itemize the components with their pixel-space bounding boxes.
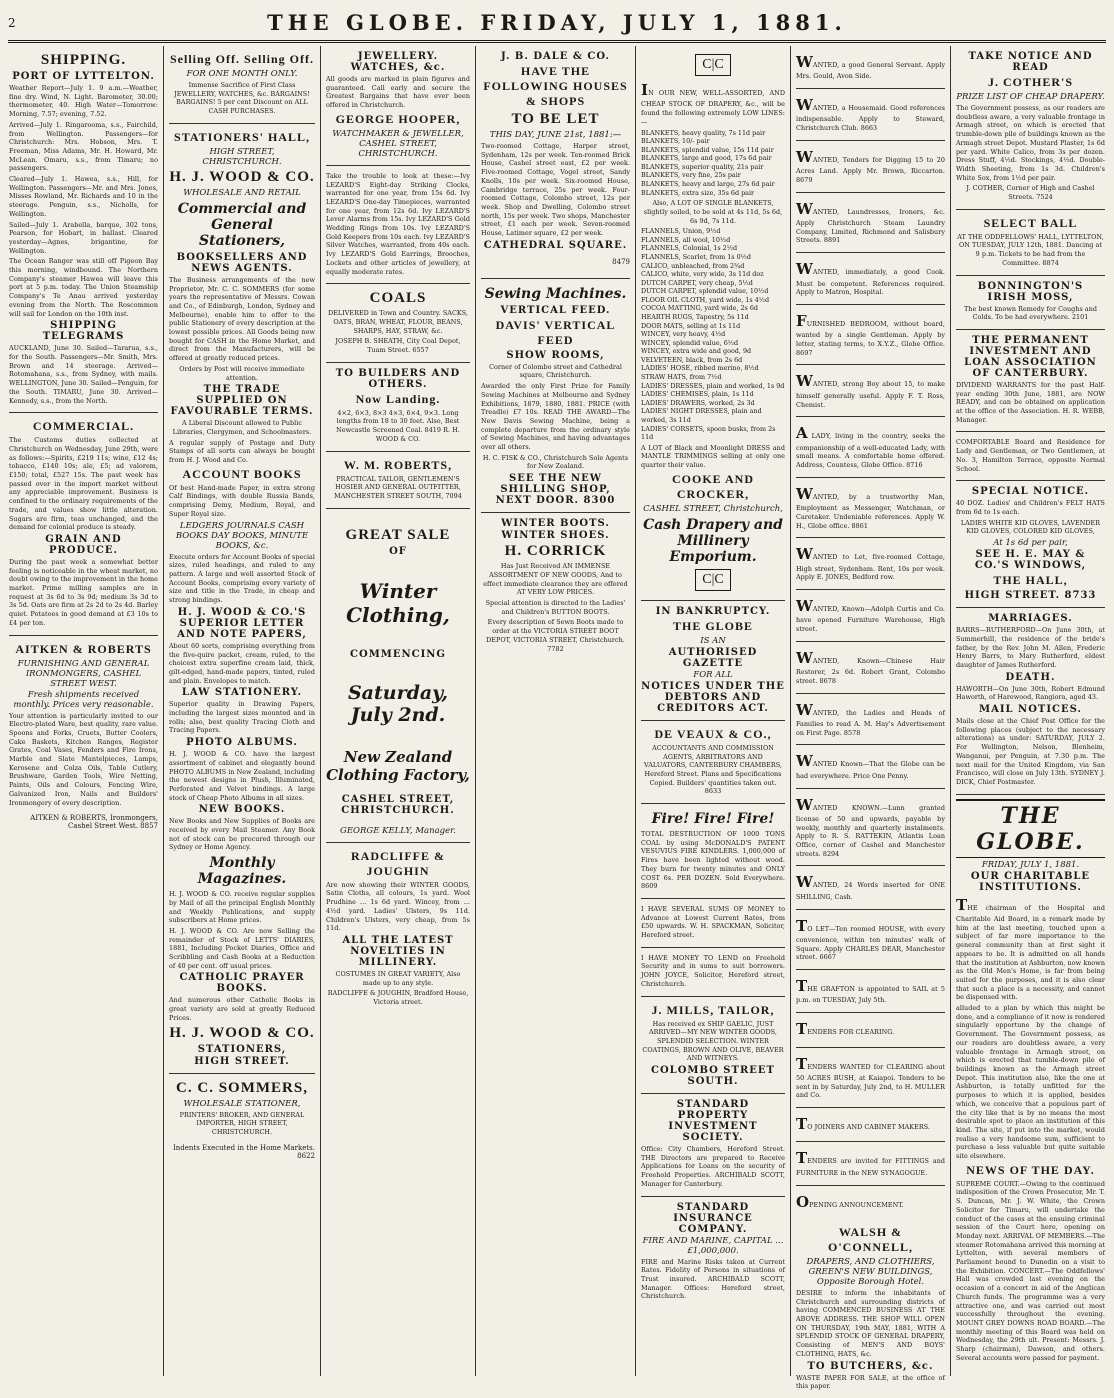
classified-text: FURNISHED BEDROOM, without board, wanted by a single Gentleman. Apply by letter, stating terms, to X.Y.Z., Globe Office. 8697 (796, 311, 945, 357)
sommers-sub: WHOLESALE STATIONER, (183, 1098, 301, 1109)
new-books-body: New Books and New Supplies of Books are received by every Mail Steamer. Any Book not of stock can be procured through our Sydney or Home Agency. (169, 817, 315, 852)
flannel-list (641, 227, 785, 441)
blanket-item: BLANKETS, superior quality, 21s pair (641, 162, 764, 171)
authorised-gazette: AUTHORISED GAZETTE (668, 646, 758, 669)
standard-body: Office: City Chambers, Hereford Street. THE Directors are prepared to Receive Applications for Loans on the security of Freehold Properties. ARCHIBALD SCOTT, Manager for Canterbury. (641, 1145, 785, 1188)
costumes-line: COSTUMES IN GREAT VARIETY, Also made up to any style. (335, 969, 461, 987)
editorial-body: alluded to a plan by which this might be done, and a compliance of it now is rendered singularly opportune by the change of Government. The Government possess, as our readers are doubtless aware, a very valuable frontage in Armagh street, on which is erected that tumble-down pile of buildings known as the Armagh street Depot. This institution also, like the one at Ashburton, is totally unfitted for the purposes to which it is applied, besides which, we conceive that a populous part of the city like that is by no means the most desirable spot to place an institution of this kind. The site, if put into the market, would realise a very handsome sum, sufficient to purchase a less valuable but quite suitable site elsewhere. (956, 1004, 1105, 1161)
classified-item (796, 253, 945, 305)
classified-text: WANTED, immediately, a good Cook. Must be competent. References required. Apply to Matron, Hospital. (796, 260, 945, 297)
ledgers-line: LEDGERS JOURNALS CASH BOOKS DAY BOOKS, MINUTE BOOKS, &c. (175, 520, 309, 551)
weather-report: Weather Report—July 1. 9 a.m.—Weather, fine dry. Wind, N. Light. Barometer, 30.00; thermometer, 40. High Water—Tomorrow: Morning, 7.57; evening, 7.52. (9, 84, 158, 119)
kid-price: At 1s 6d per pair, (993, 538, 1068, 549)
cleared-report: Cleared—July 1. Hawea, s.s., Hill, for Wellington. Passengers—Mr. and Mrs. Jones, Misses Rowland, Mr. Richards and 10 in the steerage. Penguin, s.s., Nicholls, for Wellington. (9, 175, 158, 218)
classified-text: WANTED KNOWN.—Lunn granted license of 50 and upwards, payable by weekly, monthly and quarterly instalments. Apply to R. S. RATTEKIN, Atlantis Loan Office, corner of Cashel and Manchester streets. 8294 (796, 795, 945, 858)
classified-item (796, 1186, 945, 1219)
drapery-item: WINCEY, splendid value, 6½d (641, 338, 739, 347)
great-sale-ad (326, 509, 470, 843)
telegrams-text: AUCKLAND, June 30. Sailed—Tararua, s.s., for the South. Passengers—Mr. Smith, Mrs. Brown and 14 steerage. Arrived—Rotomahana, s.s., from Sydney, with mails. WELLINGTON, June 30. Sailed—Penguin, for the South. TIMARU, June 30. Arrived—Kennedy, s.s., from the North. (9, 344, 158, 405)
shipping-heading: SHIPPING. (40, 52, 127, 68)
for-all: FOR ALL (693, 669, 733, 680)
permanent-heading: THE PERMANENT INVESTMENT AND LOAN ASSOCIATION OF CANTERBURY. (964, 334, 1097, 379)
news-body: SUPREME COURT.—Owing to the continued indisposition of the Crown Prosecutor, Mr. T. S. Duncan, Mr. J. W. White, the Crown Solicitor for Timaru, will undertake the conduct of the cases at the ensuing criminal session of the Court here, opening on Monday next. ARRIVAL OF MEMBERS.—The steamer Rotomahana arrived this morning at Lyttelton, with several members of Parliament bound to Dunedin on a visit to the Exhibition. CONCERT.—The Oddfellows' Hall was crowded last evening on the occasion of a concert in aid of the Anglican Church funds. The programme was a very attractive one, and was carried out most successfully throughout the evening. MOUNT GREY DOWNS ROAD BOARD.—The monthly meeting of this Board was held on Wednesday, the 29th ult. Present: Messrs. J. Sharp (chairman), Dawson, and others. Several accounts were passed for payment. (956, 1179, 1105, 1362)
classified-item (796, 46, 945, 89)
high-street-line: HIGH STREET. (194, 1055, 290, 1067)
globe-editorial-title: THE GLOBE. (956, 799, 1105, 858)
classified-item (796, 745, 945, 788)
drapery-item: FLOOR OIL CLOTH, yard wide, 1s 4½d (641, 295, 770, 304)
grain-text: During the past week a somewhat better feeling is noticeable in the wheat market, no doubt owing to the improvement in the home market. Prime milling samples are in request at 3s 6d to 3s 9d; medium 3s 3d to 3s 5d. Oats are firm at 2s 2d to 2s 4d. Barley quiet. Potatoes in good demand at £3 10s to £4 per ton. (9, 557, 158, 627)
insurance-ad (641, 1197, 785, 1309)
charitable-body: THE chairman of the Hospital and Charitable Aid Board, in a remark made by him at the last meeting, touched upon a subject of far more importance to the general community than at first sight it appears to be. It is admitted on all hands that the institution at Ashburton, now known as the Old Men's Home, is far from being suited for the purposes, and it is also clear that such a place is a necessity, and cannot be dispensed with. (956, 895, 1105, 1002)
cashel-line: CASHEL STREET, CHRISTCHURCH. (341, 793, 455, 816)
colombo-line: COLOMBO STREET SOUTH. (651, 1065, 775, 1088)
drapery-item: HEARTH RUGS, Tapestry, 5s 11d (641, 313, 749, 322)
dale-heading: J. B. DALE & CO. (501, 51, 610, 62)
cash-drapery: Cash Drapery and Millinery Emporium. (643, 516, 783, 565)
classified-item (796, 89, 945, 141)
marriage-body: BARRS—RUTHERFORD—On June 30th, at Summerhill, the residence of the bride's father, by the Rev. John M. Allen, Frederic Henry Barrs, to Mary Rutherford, eldest daughter of James Rutherford. (956, 626, 1105, 669)
classified-item (796, 365, 945, 417)
classified-item (796, 694, 945, 746)
great-sale-heading: GREAT SALE (345, 526, 451, 543)
selling-off-ad (169, 46, 315, 124)
classified-text: TO LET—Ten roomed HOUSE, with every convenience, within ten minutes' walk of Square. Apply CHARLES DEAR, Manchester street. 6667 (796, 916, 945, 962)
classified-text: THE GRAFTON is appointed to SAIL at 5 p.m. on TUESDAY, July 5th. (796, 977, 945, 1005)
account-body: Of best Hand-made Paper, in extra strong Calf Bindings, with double Russia Bands, comprising Demy, Medium, Royal, and Super Royal size. (169, 483, 315, 518)
column-1 (4, 46, 164, 1376)
standard-ad (641, 1094, 785, 1197)
death-heading: DEATH. (1005, 671, 1056, 683)
walsh-ad (796, 1219, 945, 1398)
sheath-line: JOSEPH B. SHEATH, City Coal Depot, Tuam Street. 6557 (335, 337, 461, 355)
radcliffe-heading: RADCLIFFE & JOUGHIN (351, 848, 445, 878)
davis-heading: DAVIS' VERTICAL FEED (495, 317, 616, 347)
davis-body: Awarded the only First Prize for Family Sewing Machines at Melbourne and Sydney Exhibitions, 1879, 1880, 1881. PRICE (with Treadle) £7 10s. READ THE AWARD—The New Davis Sewing Machine, being a complete departure from the ordinary style of Sewing Machines, and having advantages over all others. (481, 382, 630, 452)
drapery-item: VELVETEEN, black, from 2s 6d (641, 355, 743, 364)
roberts-ad (326, 452, 470, 509)
blanket-item: BLANKETS, large and good, 17s 6d pair (641, 154, 772, 163)
column-7 (951, 46, 1110, 1376)
editorial-section (956, 799, 1105, 1363)
shipping-section (9, 46, 158, 413)
column-5 (636, 46, 791, 1376)
dale-ad (481, 46, 630, 279)
hj-trade: THE TRADE SUPPLIED ON FAVOURABLE TERMS. (170, 384, 314, 418)
corrick-body: Has Just Received AN IMMENSE ASSORTMENT OF NEW GOODS, And to effect immediate clearance they are offered AT VERY LOW PRICES. (483, 562, 628, 597)
lezard-body: Take the trouble to look at these:—Ivy LEZARD'S Eight-day Striking Clocks, warranted for one year, from 15s 6d. Ivy LEZARD'S One-day Timepieces, warranted for one year, from 12s 6d. Ivy LEZARD'S Lever Alarms from 15s. Ivy LEZARD'S Gold Wedding Rings from 10s. Ivy LEZARD'S Gold Keepers from 10s each. Ivy LEZARD'S Silver Watches, warranted, from 40s each. Ivy LEZARD'S Gold Earrings, Brooches, Lockets and other articles of jewellery, at equally moderate rates. (326, 171, 470, 276)
drapery-item: STRAW HATS, from 7½d (641, 373, 722, 382)
classified-item (796, 970, 945, 1013)
classified-item (796, 1048, 945, 1109)
of-line: OF (389, 545, 407, 557)
drapery-item: DUTCH CARPET, very cheap, 5½d (641, 278, 753, 287)
classified-item (796, 866, 945, 909)
shilling-shop: SEE THE NEW SHILLING SHOP, NEXT DOOR. 8300 (495, 473, 616, 507)
single-blankets: Also, A LOT OF SINGLE BLANKETS, slightly soiled, to be sold at 4s 11d, 5s 6d, 6s 9d, 7s 11d. (643, 199, 783, 225)
deveaux-heading: DE VEAUX & CO., (654, 726, 772, 741)
insurance-sub: FIRE AND MARINE, CAPITAL ... £1,000,000. (642, 1235, 784, 1256)
classified-item (796, 193, 945, 254)
deveaux-ad (641, 721, 785, 804)
mills-body: Has received ex SHIP GAELIC, JUST ARRIVED—MY NEW WINTER GOODS, SPLENDID SELECTION. WINTER COATINGS, BROWN AND OLIVE, BEAVER AND WITNEYS. (642, 1019, 784, 1063)
drapery-item: CALICO, white, very wide, 3s 11d doz (641, 270, 764, 279)
shipping-news: The Ocean Ranger was still off Pigeon Bay this morning, windbound. The Northern Company's steamer Hawea will leave this port at 5 p.m. today. The Union Steamship Company's Te Anau arrived yesterday evening from the North. The Roscommon will sail for London on the 10th inst. (9, 257, 158, 318)
drapery-item: FLANNELS, Colonial, 1s 2½d (641, 244, 738, 253)
sommers-body: PRINTERS' BROKER, AND GENERAL IMPORTER, HIGH STREET, CHRISTCHURCH. (179, 1110, 305, 1136)
superior-heading: H. J. WOOD & CO.'S SUPERIOR LETTER AND NOTE PAPERS, (177, 606, 307, 640)
classified-text: A LADY, living in the country, seeks the companionship of a well-educated Lady, with small means. A comfortable home offered. Address, Countess, Globe Office. 8716 (796, 424, 945, 470)
fisk-line: H. C. FISK & CO., Christchurch Sole Agents for New Zealand. (482, 453, 629, 471)
classified-item (796, 1108, 945, 1142)
classified-text: WANTED, by a trustworthy Man, Employment as Messenger, Watchman, or Caretaker. Undeniable references. Apply W. H., Globe office. 8861 (796, 484, 945, 530)
aitken-roberts-ad (9, 636, 158, 843)
coals-body: DELIVERED in Town and Country. SACKS, OATS, BRAN, WHEAT, FLOUR, BEANS, SHARPS, HAY, STRAW, &c. (327, 309, 469, 335)
novelties-line: ALL THE LATEST NOVELTIES IN MILLINERY. (342, 934, 454, 968)
drapery-item: LADIES' CORSETS, spoon busks, from 2s 11d (641, 424, 776, 442)
several-sums: I HAVE SEVERAL SUMS OF MONEY to Advance at Lowest Current Rates, from £50 upwards. W. H. SPACKMAN, Solicitor, Hereford street. (641, 904, 785, 940)
new-stock-intro: IN OUR NEW, WELL-ASSORTED, AND CHEAP STOCK OF DRAPERY, &c., will be found the following extremely LOW LINES:— (641, 81, 785, 126)
cooke-heading: COOKE AND CROCKER, (671, 471, 754, 501)
this-day: THIS DAY, JUNE 21st, 1881:— (489, 130, 622, 140)
hj2-body: Execute orders for Account Books of special sizes, ruled headings, and ruled to any pattern. A large and well assorted Stock of Account Books, comprising every variety of size and title in the Trade, in cheap and strong bindings. (169, 552, 315, 605)
moss-body: The best known Remedy for Coughs and Colds. To be had everywhere. 2101 (963, 304, 1098, 322)
drapery-item: WINCEY, extra wide and good, 9d (641, 347, 752, 356)
walsh-heading: WALSH & O'CONNELL, (827, 1224, 913, 1254)
fire-heading: Fire! Fire! Fire! (651, 811, 775, 828)
aitken-sub: FURNISHING AND GENERAL IRONMONGERS, CASHEL STREET WEST. (17, 658, 150, 689)
blanket-list (641, 129, 785, 198)
classified-text: WANTED, Tenders for Digging 15 to 20 Acres Land. Apply Mr. Brown, Riccarton. 8679 (796, 147, 945, 184)
drapery-item: FLANNELS, Union, 9½d (641, 227, 721, 236)
money-lend-ad (641, 948, 785, 997)
arrived-report: Arrived—July 1. Ringarooma, s.s., Fairchild, from Wellington. Passengers—for Christchurch: Mrs. Hobson, Mrs. T. Freeman, Miss Adams, Mr. H. Howard, Mr. McLean. Omaru, s.s., from Timaru; no passengers. (9, 120, 158, 173)
mail-heading: MAIL NOTICES. (979, 704, 1082, 716)
hj-stock: A regular supply of Postage and Duty Stamps of all sorts can always be bought from H. J. Wood and Co. (169, 438, 315, 465)
drapery-item: LADIES' HOSE, ribbed merino, 8½d (641, 364, 759, 373)
coals-ad (326, 284, 470, 363)
walsh-text: DESIRE to inform the inhabitants of Christchurch and surrounding districts of having COMMENCED BUSINESS AT THE ABOVE ADDRESS. THE SHOP WILL OPEN ON THURSDAY, 19th MAY, 1881, WITH A SPLENDID STOCK OF GENERAL DRAPERY, Consisting of MEN'S AND BOYS' CLOTHING, HATS, &c. (796, 1288, 945, 1358)
drapery-item: DOOR MATS, selling at 1s 11d (641, 321, 741, 330)
winter-clothing: Winter Clothing, (346, 578, 450, 627)
commercial-stationers: Commercial and General Stationers, (177, 200, 307, 249)
classified-item (796, 141, 945, 193)
marriages-heading: MARRIAGES. (988, 613, 1073, 625)
radcliffe-ad (326, 843, 470, 1014)
ball-heading: SELECT BALL (983, 215, 1078, 230)
special-heading: SPECIAL NOTICE. (971, 486, 1090, 498)
classified-text: WANTED Known—That the Globe can be had everywhere. Price One Penny. (796, 752, 945, 780)
hj-discount: A Liberal Discount allowed to Public Libraries, Clergymen, and Schoolmasters. (172, 419, 312, 436)
hooper-heading: GEORGE HOOPER, (335, 111, 461, 126)
ball-ad (956, 210, 1105, 276)
high-street: HIGH STREET. 8733 (964, 590, 1097, 602)
telegrams-heading: SHIPPING TELEGRAMS (42, 320, 125, 343)
commercial-text: The Customs duties collected at Christchurch on Wednesday, June 29th, were as follows:—Spirits, £219 11s; wine, £12 4s; tobacco, £140 10s; ale, £5; ad valorem, £150; total, £527 15s. The past week has passed over in the import market without any appreciable improvement. Business is confined to the ordinary requirements of the trade, and values show little alteration. Sugars are firm, teas unchanged, and the demand for colonial produce is steady. (9, 436, 158, 532)
corrick-end: Every description of Sewn Boots made to order at the VICTORIA STREET BOOT DEPOT, VICTORIA STREET, Christchurch. 7782 (486, 618, 625, 653)
sailed-report: Sailed—July 1. Arabella, barque, 302 tons, Pearson, for Hobart, in ballast. Cleared yesterday—Agnes, brigantine, for Wellington. (9, 220, 158, 255)
classified-text: WANTED to Let, five-roomed Cottage, High street, Sydenham. Rent, 10s per week. Apply E. JONES, Bedford row. (796, 545, 945, 582)
drapery-item: LADIES' NIGHT DRESSES, plain and worked, 3s 11d (641, 407, 762, 424)
jewellery-line: JEWELLERY. WATCHES, &c. (350, 51, 446, 73)
drapery-item: LADIES' DRAWERS, worked, 2s 3d (641, 398, 755, 407)
davis-addr: Corner of Colombo street and Cathedral square, Christchurch. (489, 362, 622, 380)
coals-heading: COALS (369, 290, 427, 307)
cathedral-line: CATHEDRAL SQUARE. (483, 239, 628, 251)
nz-factory: New Zealand Clothing Factory, (326, 747, 470, 784)
kelly-line: GEORGE KELLY, Manager. (340, 825, 456, 836)
cother-sign: J. COTHER, Corner of High and Cashel Streets. 7524 (966, 184, 1095, 202)
masthead (8, 6, 1106, 43)
blanket-item: BLANKETS, splendid value, 15s 11d pair (641, 145, 774, 154)
builders-heading: TO BUILDERS AND OTHERS. (335, 367, 461, 390)
roberts-heading: W. M. ROBERTS, (343, 457, 453, 472)
drapery-item: LADIES' DRESSES, plain and worked, 1s 9d (641, 381, 785, 390)
drapery-item: COCOA MATTING, yard wide, 2s 6d (641, 304, 758, 313)
mills-heading: J. MILLS, TAILOR, (651, 1002, 775, 1017)
classified-item (796, 478, 945, 539)
hj-sub: WHOLESALE AND RETAIL (183, 187, 301, 198)
radcliffe-body: Are now showing their WINTER GOODS, Satin Cloths, all colours, 1s yard. Wool Prudhine ... 1s 6d yard. Wincey, from ... 4½d yard. Ladies' Ulsters, 9s 11d. Children's Ulsters, very cheap, from 5s 11d. (326, 880, 470, 933)
landing-heading: Now Landing. (355, 391, 441, 406)
death-body: HAWORTH—On June 30th, Robert Edmund Haworth, of Harewood, Rangiora, aged 43. (956, 684, 1105, 702)
aitken-line: Fresh shipments received monthly. Prices very reasonable. (13, 689, 154, 710)
sommers-heading: C. C. SOMMERS, (176, 1079, 308, 1096)
fire-body: TOTAL DESTRUCTION OF 1000 TONS COAL by using McDONALD'S PATENT VESUVIUS FIRE KINDLERS. 1,000,000 of Fires have been lighted without wood. They burn for twenty minutes and ONLY COST 6s. PER DOZEN. Sold Everywhere. 8609 (641, 830, 785, 891)
fire-ad (641, 804, 785, 899)
classified-item (796, 789, 945, 867)
standard-heading: STANDARD PROPERTY INVESTMENT SOCIETY. (668, 1099, 758, 1144)
page-title: THE GLOBE. FRIDAY, JULY 1, 1881. (267, 10, 847, 35)
felt-hats: 40 DOZ. Ladies' and Children's FELT HATS from 6d to 1s each. (956, 499, 1105, 516)
residence-ad (956, 432, 1105, 481)
classified-text: WANTED, Laundresses, Ironers, &c. Apply Christchurch Steam Laundry Company, Limited, Richmond and Salisbury Streets. 8891 (796, 199, 945, 245)
sommers-ad (169, 1074, 315, 1172)
hj-wood-heading: H. J. WOOD & CO. (169, 168, 315, 185)
dividend-body: DIVIDEND WARRANTS for the past Half-year ending 30th June, 1881, are NOW READY, and can be obtained on application at the office of the Association. H. R. WEBB, Manager. (956, 380, 1105, 424)
residence-body: COMFORTABLE Board and Residence for Lady and Gentleman, or Two Gentlemen, at No. 3, Hamilton Terrace, opposite Normal School. (956, 438, 1105, 473)
sewing-ad (481, 279, 630, 513)
deveaux-body: ACCOUNTANTS AND COMMISSION AGENTS, ARBITRATORS AND VALUATORS, CANTERBURY CHAMBERS, Hereford Street. Plans and Specifications Copied. Builders' quantities taken out. 8633 (644, 743, 782, 796)
radcliffe-sign: RADCLIFFE & JOUGHIN, Bradford House, Victoria street. (327, 989, 469, 1007)
bankruptcy-ad (641, 601, 785, 721)
permanent-ad (956, 330, 1105, 433)
superior-body: About 60 sorts, comprising everything from the five-quire packet, cream, ruled, to the choicest extra superfine cream laid, thick, gilt-edged, hand-made papers, tinted, ruled and plain. Envelopes to match. (169, 641, 315, 685)
monthly-heading: Monthly Magazines. (197, 855, 287, 888)
column-2 (164, 46, 321, 1376)
drapery-item: FLANNELS, all wool, 10½d (641, 235, 731, 244)
law-heading: LAW STATIONERY. (181, 687, 303, 699)
kid-gloves: LADIES WHITE KID GLOVES, LAVENDER KID GLOVES, COLORED KID GLOVES, (960, 518, 1101, 536)
blanket-item: BLANKETS, 10/- pair (641, 137, 710, 146)
classified-item (796, 417, 945, 478)
hj-body: The Business arrangements of the new Proprietor, Mr. C. C. SOMMERS (for some years the representative of Messrs. Cowan and Co., of Edinburgh, London, Sydney and Melbourne), enable him to offer to the public Stationery of every description at the lowest possible prices. All Goods being now bought for CASH in the Home Market, and direct from the Manufacturers, will be offered at greatly reduced prices. (169, 275, 315, 363)
selling-body: Immense Sacrifice of First Class JEWELLERY, WATCHES, &c. BARGAINS! BARGAINS! 5 per cent Discount on ALL CASH PURCHASES. (174, 81, 310, 116)
drapery-item: CALICO, unbleached, from 2¾d (641, 261, 745, 270)
page-number: 2 (8, 16, 16, 30)
booksellers-line: BOOKSELLERS AND NEWS AGENTS. (176, 251, 308, 274)
insurance-body: FIRE and Marine Risks taken at Current Rates. Fidelity of Persons in situations of Trust insured. ARCHIBALD SCOTT, Manager. Offices: Hereford street, Christchurch. (641, 1257, 785, 1301)
wanted-list (796, 46, 945, 1219)
classified-item (796, 305, 945, 366)
cother-ad (956, 46, 1105, 210)
blanket-item: BLANKETS, very fine, 25s pair (641, 171, 741, 180)
moss-heading: BONNINGTON'S IRISH MOSS, (977, 280, 1084, 303)
classified-item (796, 642, 945, 694)
aitken-heading: AITKEN & ROBERTS (15, 641, 152, 656)
new-books-heading: NEW BOOKS. (198, 804, 286, 816)
cother-sub: PRIZE LIST OF CHEAP DRAPERY. (956, 92, 1105, 102)
classified-text: TENDERS WANTED for CLEARING about 50 ACRES BUSH, at Kaiapoi. Tenders to be sent in by Saturday, July 2nd, to H. MULLER and Co. (796, 1054, 945, 1100)
builders-ad (326, 363, 470, 452)
column-3 (321, 46, 476, 1376)
boots-heading: WINTER BOOTS. (501, 518, 610, 530)
cooke-sub: CASHEL STREET, Christchurch, (643, 503, 783, 514)
blanket-item: BLANKETS, extra size, 35s 6d pair (641, 188, 755, 197)
mills-ad (641, 997, 785, 1095)
cc-monogram-2: C|C (641, 569, 785, 591)
special-notice-ad (956, 481, 1105, 608)
stationers-line: STATIONERS, (197, 1043, 287, 1055)
diaries-body: H. J. WOOD & CO. Are now Selling the remainder of Stock of LETTS' DIARIES, 1881, Including Pocket Diaries, Office and Scribbling and Cash Books at a Reduction of 40 per cent. off usual prices. (169, 926, 315, 970)
money-lend: I HAVE MONEY TO LEND on Freehold Security and in sums to suit borrowers. JOHN JOYCE, Solicitor, Hereford street, Christchurch. (641, 953, 785, 988)
classified-text: WANTED, a Housemaid. Good references indispensable. Apply to Steward, Christchurch Club. 8663 (796, 96, 945, 133)
timber-body: 4×2, 6×3, 8×3 4×3, 6×4, 9×3. Long lengths from 18 to 30 feet. Also, Best Newcastle Screened Coal. 8419 R. H. WOOD & CO. (336, 408, 460, 443)
the-hall: THE HALL, (993, 573, 1068, 588)
insurance-heading: STANDARD INSURANCE COMPANY. (673, 1201, 753, 1235)
classified-item (796, 1013, 945, 1047)
classified-text: TENDERS FOR CLEARING. (796, 1020, 895, 1039)
classified-text: WANTED, Known—Adolph Curtis and Co. have opened Furniture Warehouse, High street. (796, 597, 945, 634)
sewing-heading: Sewing Machines. (484, 285, 627, 302)
monthly-body: H. J. WOOD & CO. receive regular supplies by Mail of all the principal English Monthly and Weekly Publications, and supply subscribers at Home prices. (169, 890, 315, 925)
lezard-ad (326, 166, 470, 284)
law-body: Superior quality in Drawing Papers, including the largest sizes mounted and in rolls; also, best quality Tracing Cloth and Tracing Papers. (169, 700, 315, 735)
selling-sub: FOR ONE MONTH ONLY. (186, 69, 298, 79)
sommers-end: Indents Executed in the Home Markets. 8622 (172, 1143, 315, 1160)
blanket-item: BLANKETS, heavy quality, 7s 11d pair (641, 128, 766, 137)
hj-orders: Orders by Post will receive immediate attention. (179, 364, 305, 382)
butchers-line: TO BUTCHERS, &c. (807, 1360, 934, 1372)
catholic-heading: CATHOLIC PRAYER BOOKS. (179, 972, 305, 995)
several-sums-ad (641, 899, 785, 948)
charitable-heading: OUR CHARITABLE INSTITUTIONS. (970, 870, 1091, 893)
drapery-item: DUTCH CARPET, splendid value, 10½d (641, 287, 769, 296)
commencing-line: COMMENCING (350, 648, 446, 660)
vertical-feed: VERTICAL FEED. (500, 304, 611, 316)
classified-text: WANTED, 24 Words inserted for ONE SHILLING, Cash. (796, 873, 945, 901)
to-be-let: TO BE LET (511, 111, 600, 127)
commercial-heading: COMMERCIAL. (32, 419, 135, 434)
blanket-item: BLANKETS, heavy and large, 27s 6d pair (641, 179, 775, 188)
classified-text: OPENING ANNOUNCEMENT. (796, 1192, 904, 1211)
classified-text: WANTED, Known—Chinese Hair Restorer, 2s 6d. Robert Grant, Colombo street. 8678 (796, 648, 945, 685)
mantle-trimmings: A LOT of Black and Moonlight DRESS and MANTLE TRIMMINGS selling at only one quarter their value. (641, 443, 785, 470)
classified-text: TENDERS are invited for FITTINGS and FURNITURE in the NEW SYNAGOGUE. (796, 1149, 945, 1177)
ball-body: AT THE ODDFELLOWS' HALL, LYTTELTON, ON TUESDAY, JULY 12th, 1881. Dancing at 9 p.m. Tickets to be had from the Committee. 8874 (957, 232, 1104, 267)
selling-heading: Selling Off. Selling Off. (169, 52, 314, 66)
stationers-heading: STATIONERS' HALL, (174, 129, 310, 144)
goods-body: All goods are marked in plain figures and guaranteed. Call early and secure the Greatest Bargains that have ever been offered in Christchurch. (326, 75, 470, 110)
grain-heading: GRAIN AND PRODUCE. (45, 533, 122, 556)
jewellery-ad (326, 46, 470, 166)
photo-body: H. J. WOOD & CO. have the largest assortment of cabinet and elegantly bound PHOTO ALBUMS in New Zealand, including the newest designs in Plush, Illuminated, Perforated and Velvet bindings. A large stock of Cheap Photo Albums in all sizes. (169, 750, 315, 802)
mail-body: Mails close at the Chief Post Office for the following places (subject to the necessary alterations) as under: SATURDAY, JULY 2. For Wellington, Nelson, Blenheim, Wanganui, per Penguin, at 7.30 p.m. The next mail for the United Kingdom, via San Francisco, will close on July 13th. SYDNEY J. DICK, Chief Postmaster. (956, 717, 1105, 786)
drapery-item: FLANNELS, Scarlet, from 1s 0½d (641, 252, 751, 261)
column-4 (476, 46, 636, 1376)
classified-item (796, 910, 945, 971)
cother-heading: J. COTHER'S (987, 75, 1073, 89)
cc-monogram: C|C (641, 54, 785, 76)
hooper-sub: WATCHMAKER & JEWELLER, CASHEL STREET, CHRISTCHURCH. (332, 128, 464, 159)
classified-text: WANTED, the Ladies and Heads of Families to read A. M. Hay's Advertisement on First Page. 8578 (796, 700, 945, 737)
showrooms: SHOW ROOMS, (506, 349, 605, 361)
aitken-body: Your attention is particularly invited to our Electro-plated Ware, best quality, rare value. Spoons and Forks, Cruets, Butter Coolers, Cake Baskets, Kitchen Ranges, Register Grates, Coal Vases, Fenders and Fire Irons, Marble and Slate Mantelpieces, Lamps, Kerosene and Colza Oils, Table Cutlery, Brushware, Garden Tools, Wire Netting, Paints, Oils and Colours, Fencing Wire, Galvanized Iron, Nails and Builders' Ironmongery of every description. (9, 711, 158, 807)
drapery-item: LADIES' CHEMISES, plain, 1s 11d (641, 390, 754, 399)
catholic-body: And numerous other Catholic Books in great variety are sold at greatly Reduced Prices. (169, 996, 315, 1022)
boots-ad (481, 513, 630, 660)
bankruptcy-heading: IN BANKRUPTCY. (655, 605, 771, 617)
corrick-heading: H. CORRICK (504, 543, 607, 560)
waste-paper: WASTE PAPER FOR SALE, at the office of this paper. (796, 1373, 945, 1391)
windows-line: SEE H. E. MAY & CO.'S WINDOWS, (974, 549, 1087, 572)
classified-item (796, 538, 945, 590)
roberts-sub: PRACTICAL TAILOR, GENTLEMEN'S HOSIER AND GENERAL OUTFITTER, MANCHESTER STREET SOUTH, 7094 (334, 474, 462, 500)
cother-body: The Government possess, as our readers are doubtless aware, a very valuable frontage in Armagh street, on which is erected that trumble-down pile of buildings known as the Armagh street Depot. Mustard Plaster, 1s 6d per yard. White Calico, from 3s per dozen. Dress Stuff, 4½d. Stockings, 4½d. Double-Width Sheeting, from 1s 3d. Children's White Sox, from 1½d per pair. (956, 104, 1105, 182)
ladies-buttons: Special attention is directed to the Ladies' and Children's BUTTON BOOTS. (485, 598, 626, 616)
shoes-heading: WINTER SHOES. (501, 530, 610, 542)
aitken-signature: AITKEN & ROBERTS, Ironmongers, Cashel Street West. 8857 (30, 814, 158, 831)
notices-line: NOTICES UNDER THE DEBTORS AND CREDITORS ACT. (641, 680, 785, 714)
globe-heading: THE GLOBE (672, 618, 754, 633)
drapery-ad (641, 46, 785, 601)
classified-text: WANTED, a good General Servant. Apply Mrs. Gould, Avon Side. (796, 53, 945, 81)
walsh-sub: DRAPERS, AND CLOTHIERS, GREEN'S NEW BUILDINGS, Opposite Borough Hotel. (806, 1256, 935, 1287)
globe-date: FRIDAY, JULY 1, 1881. (981, 859, 1080, 870)
classified-text: WANTED, strong Boy about 15, to make himself generally useful. Apply F. T. Ross, Chemist. (796, 372, 945, 409)
houses-body: Two-roomed Cottage, Harper street, Sydenham, 12s per week. Ten-roomed Brick House, Cashel street east, £2 per week. Five-roomed Cottage, Vogel street, Sandy Knolls, 10s per week. Six-roomed House, Cambridge terrace, 25s per week. Four-roomed Cottage, Colombo street, 12s per week. Shop and Dwelling, Colombo street north, 15s per week. Two shops, Manchester street, £1 each per week. Seven-roomed House, Latimer square, £2 per week. (481, 142, 630, 238)
drapery-item: WINCEY, very heavy, 4½d (641, 330, 726, 339)
houses-heading: HAVE THE FOLLOWING HOUSES & SHOPS (483, 64, 628, 108)
port-heading: PORT OF LYTTELTON. (12, 71, 155, 82)
classified-text: TO JOINERS AND CABINET MAKERS. (796, 1115, 930, 1134)
is-an: IS AN (700, 635, 726, 646)
saturday-line: Saturday, July 2nd. (347, 681, 449, 726)
classified-item (796, 590, 945, 642)
column-6 (791, 46, 951, 1391)
moss-ad (956, 276, 1105, 330)
marriages-section (956, 608, 1105, 795)
account-books-heading: ACCOUNT BOOKS (182, 466, 302, 481)
notice-heading: TAKE NOTICE AND READ (968, 51, 1093, 73)
stationers-hall-ad (169, 124, 315, 1074)
stationers-sub: HIGH STREET, CHRISTCHURCH. (202, 146, 282, 167)
cathedral-num: 8479 (612, 257, 630, 266)
classified-item (796, 1142, 945, 1185)
hj-final: H. J. WOOD & CO. (169, 1024, 315, 1041)
news-heading: NEWS OF THE DAY. (966, 1162, 1095, 1177)
photo-heading: PHOTO ALBUMS. (186, 737, 298, 749)
commercial-section (9, 413, 158, 635)
